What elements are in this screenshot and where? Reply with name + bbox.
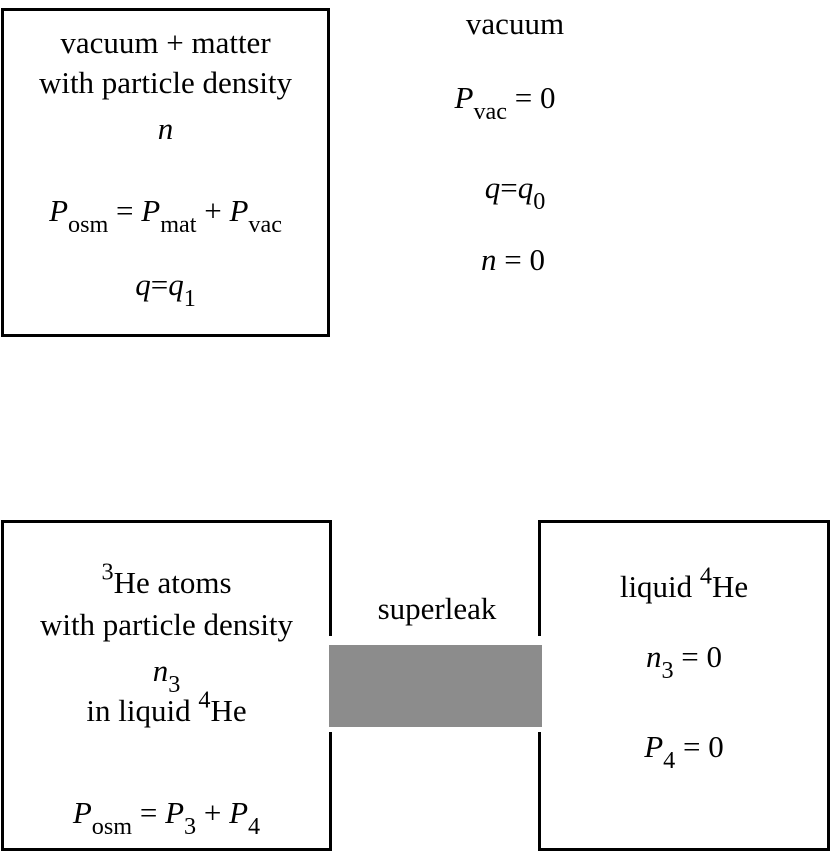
- helium4-n3-equation: $n_3 = 0$: [645, 639, 723, 684]
- helium4-pressure-equation: $P_4 = 0$: [644, 729, 724, 774]
- matter-box-line2: with particle density: [38, 65, 293, 100]
- helium3-line1: $^3$He atoms: [101, 558, 232, 600]
- helium3-density-symbol: $n_3$: [152, 653, 181, 698]
- helium-osmotic-equation: $P_{osm} = P_3 + P_4$: [72, 795, 261, 840]
- q1-equation: $q=q_1$: [135, 267, 196, 312]
- helium3-line2: with particle density: [39, 607, 294, 642]
- zero-density-equation: n = 0: [481, 242, 545, 277]
- osmotic-pressure-equation: $P_{osm} = P_{mat} + P_{vac}$: [49, 193, 282, 238]
- vacuum-title: vacuum: [465, 6, 565, 41]
- superleak-channel: [329, 645, 542, 727]
- helium4-title: liquid $^4$He: [619, 562, 749, 604]
- density-symbol: n: [157, 111, 174, 146]
- vacuum-pressure-equation: $P_{vac} = 0$: [454, 80, 556, 125]
- helium3-box: [1, 520, 332, 851]
- superleak-label: superleak: [377, 591, 497, 626]
- q0-equation: $q=q_0$: [484, 170, 546, 215]
- helium3-line4: in liquid $^4$He: [86, 686, 247, 728]
- matter-vacuum-box: [1, 8, 330, 337]
- matter-box-line1: vacuum + matter: [60, 25, 271, 60]
- helium4-box: [538, 520, 830, 851]
